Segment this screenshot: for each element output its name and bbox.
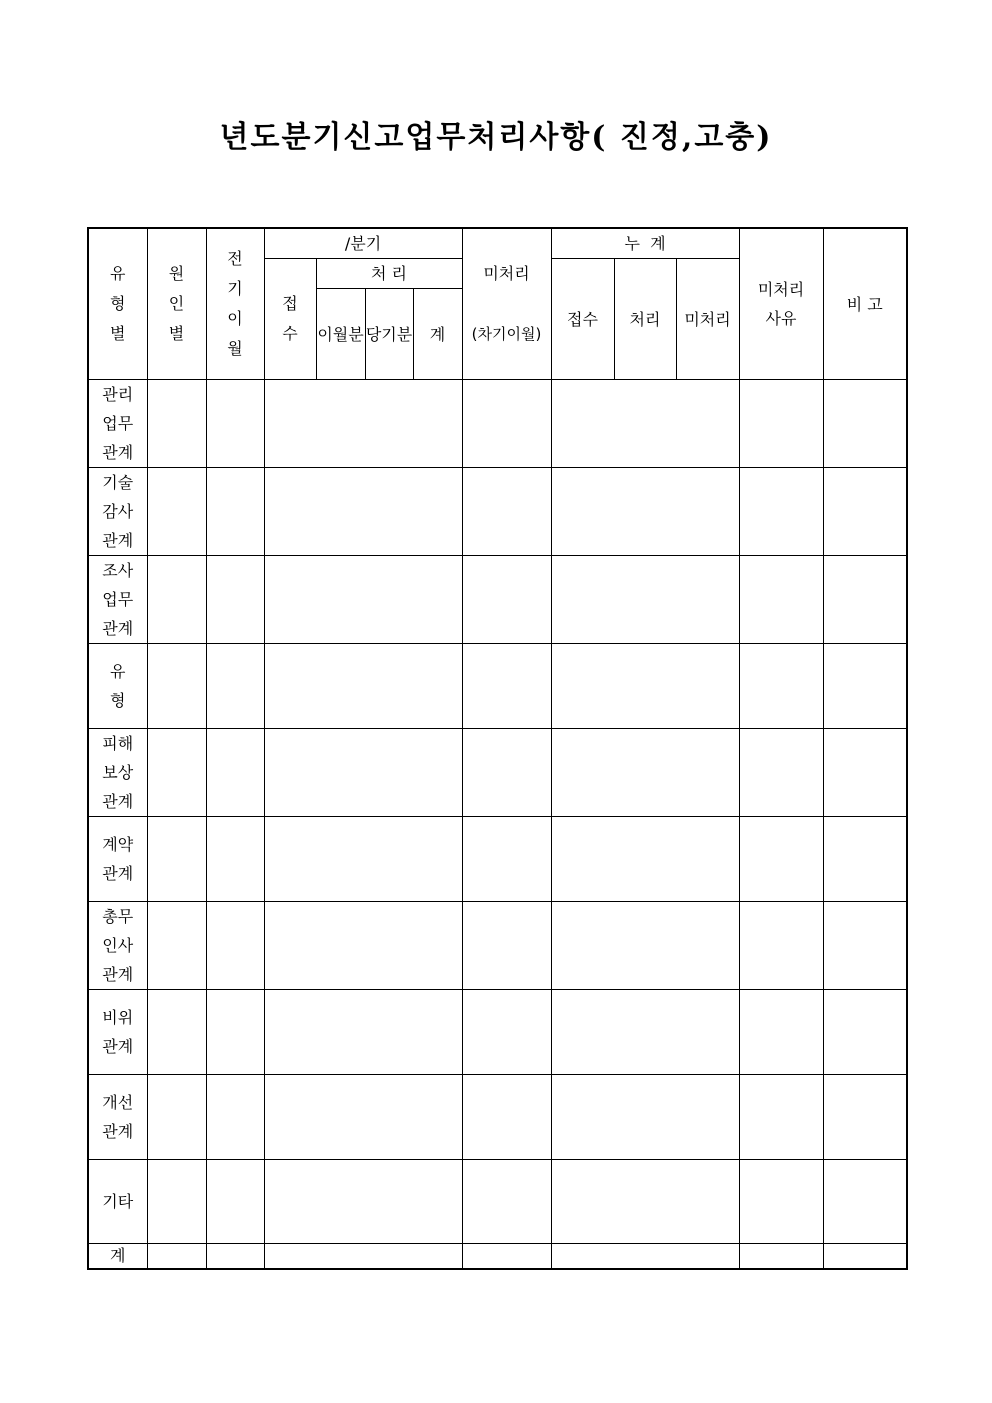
table-cell [739,1075,823,1160]
table-cell [462,902,551,990]
table-cell [551,644,739,729]
table-cell [823,556,907,644]
table-cell [206,380,264,468]
table-cell [551,1160,739,1244]
table-cell [264,990,462,1075]
table-cell [551,902,739,990]
header-processed: 처 리 [316,259,462,289]
table-cell [551,1244,739,1269]
table-cell [147,556,206,644]
row-type-label: 총무 인사 관계 [88,902,147,990]
header-cause: 원인별 [147,228,206,380]
table-cell [264,1075,462,1160]
table-cell [206,817,264,902]
table-cell [147,990,206,1075]
table-row [88,1075,907,1160]
table-cell [739,1244,823,1269]
table-row [88,990,907,1075]
table-cell [206,1075,264,1160]
row-type-label: 관리 업무 관계 [88,380,147,468]
table-cell [147,380,206,468]
header-remarks: 비 고 [823,228,907,380]
table-cell [462,1075,551,1160]
table-cell [264,468,462,556]
table-row [88,468,907,556]
table-cell [823,380,907,468]
header-unprocessed: 미처리 (차기이월) [462,228,551,380]
table-row [88,644,907,729]
table-cell [147,902,206,990]
table-cell [264,556,462,644]
table-cell [551,468,739,556]
table-cell [462,990,551,1075]
table-cell [264,729,462,817]
header-this-quarter: 당기분 [365,289,413,380]
table-cell [462,729,551,817]
row-type-label: 피해 보상 관계 [88,729,147,817]
table-cell [823,1160,907,1244]
table-cell [147,1244,206,1269]
table-cell [551,817,739,902]
table-cell [147,1160,206,1244]
table-cell [462,468,551,556]
table-cell [462,556,551,644]
table-cell [264,902,462,990]
table-cell [206,1244,264,1269]
table-cell [739,1160,823,1244]
table-row [88,902,907,990]
table-cell [147,468,206,556]
table-cell [264,380,462,468]
table-cell [206,556,264,644]
table-cell [823,817,907,902]
table-cell [264,817,462,902]
table-row [88,1160,907,1244]
row-type-label: 기타 [88,1160,147,1244]
table-cell [462,1160,551,1244]
header-received: 접수 [264,259,316,380]
table-row [88,556,907,644]
table-cell [206,990,264,1075]
row-type-label: 유 형 [88,644,147,729]
table-cell [739,556,823,644]
table-cell [147,817,206,902]
table-cell [823,729,907,817]
table-cell [462,1244,551,1269]
table-cell [147,1075,206,1160]
table-row [88,380,907,468]
table-cell [264,644,462,729]
table-cell [206,1160,264,1244]
header-reason: 미처리 사유 [739,228,823,380]
table-cell [147,644,206,729]
table-cell [147,729,206,817]
report-table [87,227,908,1270]
header-carried-in: 이월분 [316,289,365,380]
header-prev-carry: 전기이월 [206,228,264,380]
table-cell [206,644,264,729]
table-cell [739,644,823,729]
header-cumulative: 누 계 [551,228,739,259]
header-type: 유형별 [88,228,147,380]
table-cell [206,902,264,990]
table-cell [264,1160,462,1244]
total-label: 계 [88,1244,147,1269]
table-cell [551,990,739,1075]
table-cell [264,1244,462,1269]
table-cell [551,1075,739,1160]
table-cell [551,556,739,644]
table-cell [823,1244,907,1269]
table-cell [739,817,823,902]
table-cell [462,380,551,468]
table-cell [823,1075,907,1160]
header-cum-received: 접수 [551,259,614,380]
table-cell [206,729,264,817]
row-type-label: 개선 관계 [88,1075,147,1160]
table-row [88,817,907,902]
table-cell [739,902,823,990]
header-cum-unprocessed: 미처리 [676,259,739,380]
header-quarter: /분기 [264,228,462,259]
table-cell [823,644,907,729]
row-type-label: 계약 관계 [88,817,147,902]
table-row [88,729,907,817]
table-cell [462,817,551,902]
table-cell [551,729,739,817]
table-cell [739,990,823,1075]
row-type-label: 비위 관계 [88,990,147,1075]
table-cell [739,380,823,468]
page-title: 년도분기신고업무처리사항( 진정,고충) [219,120,773,155]
table-cell [823,468,907,556]
header-subtotal: 계 [413,289,462,380]
table-cell [739,468,823,556]
table-cell [462,644,551,729]
table-cell [823,902,907,990]
row-type-label: 조사 업무 관계 [88,556,147,644]
table-cell [551,380,739,468]
table-cell [739,729,823,817]
row-type-label: 기술 감사 관계 [88,468,147,556]
header-cum-processed: 처리 [614,259,676,380]
table-cell [823,990,907,1075]
table-cell [206,468,264,556]
total-row [88,1244,907,1269]
